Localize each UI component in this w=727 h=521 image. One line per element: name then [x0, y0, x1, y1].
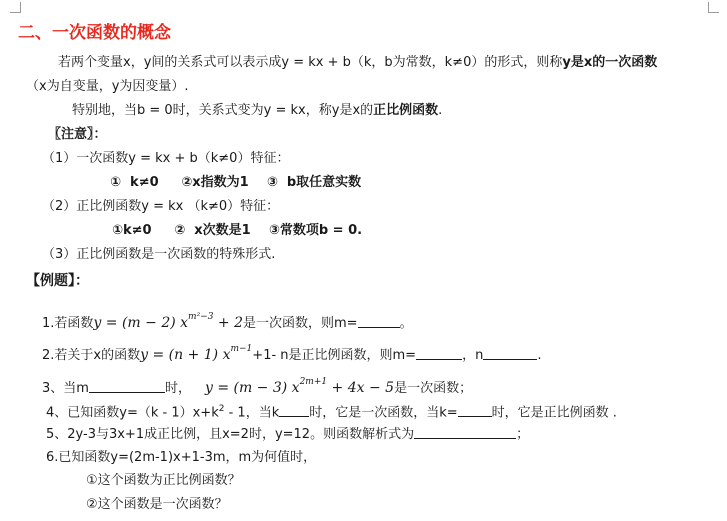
page-corner-mark-left	[10, 2, 21, 13]
example-3-mid: 时，	[164, 381, 191, 396]
answer-blank-k2[interactable]	[458, 403, 492, 417]
example-3-exponent: 2m+1	[299, 377, 328, 387]
example-3-prefix: 3、当m	[42, 381, 89, 396]
example-4-text-d: 时，它是正比例函数 .	[491, 405, 617, 421]
example-2-end: .	[537, 348, 542, 363]
example-1-formula-base: y = (m − 2) x	[93, 315, 189, 331]
example-3-formula-base: y = (m − 3) x	[204, 380, 300, 396]
definition-line-1	[58, 54, 657, 72]
examples-title: 【例题】：	[26, 273, 89, 289]
example-3	[42, 373, 472, 398]
example-3-formula-tail: + 4x − 5	[327, 380, 395, 396]
definition-line-3	[72, 102, 442, 120]
example-2-prefix: 2.若关于x的函数	[42, 348, 141, 363]
example-5	[46, 425, 529, 444]
notes-title: 〖注意〗：	[48, 127, 107, 142]
example-6-part-1: ①这个函数为正比例函数？	[86, 473, 241, 488]
example-6: 6.已知函数y=(2m-1)x+1-3m，m为何值时，	[46, 450, 317, 465]
example-4-text-a: 4、已知函数y=（k - 1）x+k	[46, 405, 219, 421]
definition-bold: y是x的一次函数	[562, 55, 658, 70]
example-5-end: ；	[516, 427, 530, 442]
definition-line-2: （x为自变量，y为因变量）.	[26, 79, 189, 94]
example-3-formula	[204, 377, 395, 396]
example-2-text: +1- n是正比例函数，则m=	[252, 348, 417, 363]
example-2-formula-base: y = (n + 1) x	[140, 347, 231, 363]
special-case-end: .	[438, 103, 443, 118]
answer-blank-m2[interactable]	[416, 346, 462, 360]
example-1-end: 。	[399, 316, 413, 331]
example-4	[46, 400, 617, 422]
example-2	[42, 340, 541, 365]
example-4-text-b: - 1，当k	[224, 405, 280, 421]
example-2-exponent: m−1	[230, 344, 253, 354]
answer-blank-m3[interactable]	[89, 379, 165, 393]
definition-text: 若两个变量x，y间的关系式可以表示成y = kx + b（k，b为常数，k≠0）的形式，则称	[58, 55, 563, 70]
note-1: （1）一次函数y = kx + b（k≠0）特征：	[42, 151, 290, 166]
note-2: （2）正比例函数y = kx （k≠0）特征：	[42, 199, 280, 214]
note-1-features: ① k≠0 ②x指数为1 ③ b取任意实数	[110, 175, 362, 190]
example-1-text: 是一次函数，则m=	[243, 316, 358, 331]
example-5-text: 5、2y-3与3x+1成正比例，且x=2时，y=12。则函数解析式为	[46, 427, 415, 442]
answer-blank-m[interactable]	[358, 314, 400, 328]
special-case-bold: 正比例函数	[373, 103, 439, 118]
example-4-text-c: 时，它是一次函数，当k=	[309, 405, 458, 421]
example-2-formula	[140, 344, 253, 363]
example-2-mid: ，n	[462, 348, 484, 363]
special-case-text: 特别地，当b = 0时，关系式变为y = kx，称y是x的	[72, 103, 374, 118]
example-3-text: 是一次函数；	[394, 381, 473, 396]
example-1-formula	[93, 312, 243, 331]
answer-blank-n[interactable]	[483, 346, 537, 360]
example-1-prefix: 1.若函数	[42, 316, 94, 331]
section-heading: 二、一次函数的概念	[18, 23, 171, 43]
example-6-part-2: ②这个函数是一次函数？	[86, 497, 228, 512]
note-3: （3）正比例函数是一次函数的特殊形式.	[42, 247, 276, 262]
note-2-features: ①k≠0 ② x次数是1 ③常数项b = 0.	[112, 223, 363, 238]
page-corner-mark-right	[708, 2, 719, 13]
answer-blank-expression[interactable]	[414, 425, 516, 439]
example-4-exponent: 2	[218, 404, 225, 414]
answer-blank-k1[interactable]	[279, 403, 309, 417]
example-1	[42, 308, 413, 333]
example-1-formula-tail: + 2	[213, 315, 243, 331]
example-1-exponent: m²−3	[188, 312, 214, 322]
